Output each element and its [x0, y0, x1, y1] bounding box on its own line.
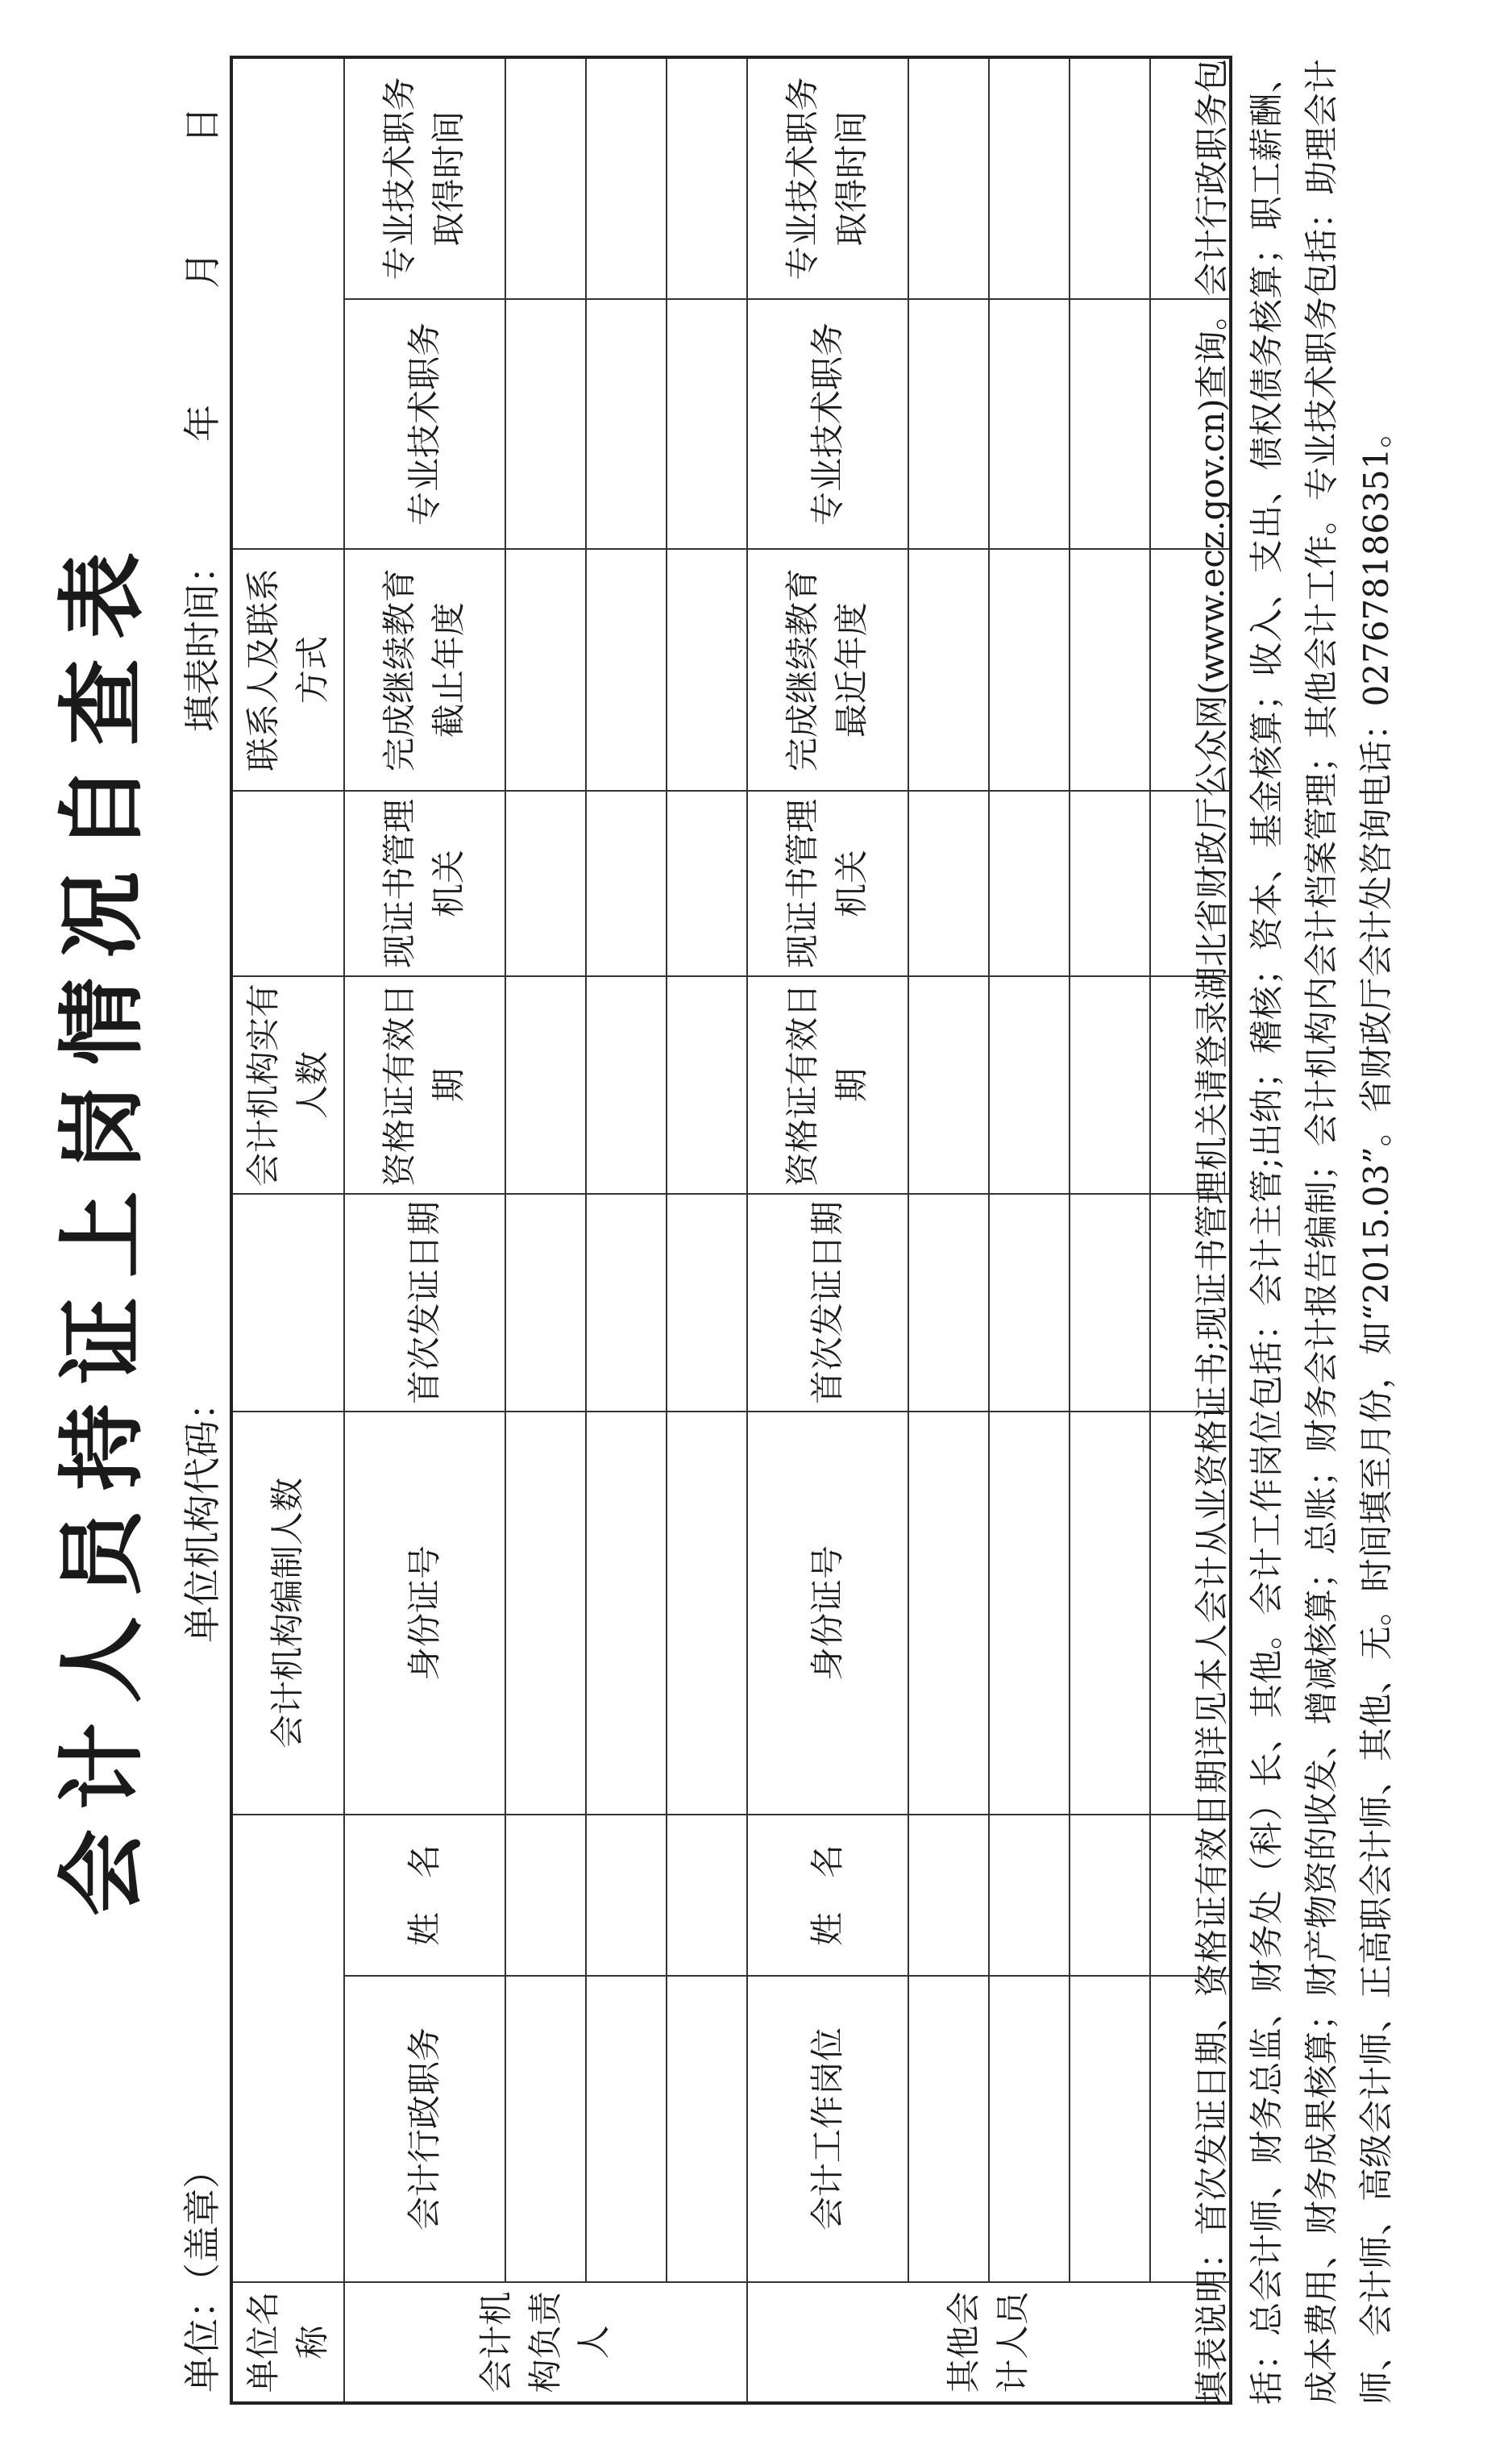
other-col-cert-authority: 现证书管理机关	[747, 791, 908, 976]
table-row	[505, 57, 586, 2403]
unit-seal-label: 单位：（盖章）	[181, 2152, 224, 2393]
month-label: 月	[181, 252, 224, 289]
table-row	[1070, 57, 1150, 2403]
fill-instructions: 填表说明：首次发证日期、资格证有效日期详见本人会计从业资格证书;现证书管理机关请登录湖北省财政厅公众网(www.ecz.gov.cn)查询。会计行政职务包括：总会计师、财务总监、财务处（科）长、其他。会计工作岗位包括：会计主管;出纳；稽核；资本、基金核算；收入、支出、债权债务核算；职工薪酬、成本费用、财务成果核算；财产物资的收发、增减核算；总账；财务会计报告编制；会计机构内会计档案管理；其他会计工作。专业技术职务包括：助理会计师、会计师、高级会计师、正高职会计师、其他、无。时间填至月份，如“2015.03”。省财政厅会计处咨询电话：027678186351。	[1192, 59, 1396, 2405]
fill-date-label: 填表时间：	[181, 547, 224, 732]
actual-staff-label: 会计机构实有人数	[231, 976, 344, 1194]
head-col-id-number: 身份证号	[344, 1412, 505, 1815]
head-col-name: 姓 名	[344, 1815, 505, 1976]
head-col-first-issue-date: 首次发证日期	[344, 1194, 505, 1412]
unit-info-row	[231, 57, 344, 2403]
actual-staff-input[interactable]	[231, 791, 344, 976]
day-label: 日	[181, 106, 224, 143]
contact-input[interactable]	[231, 57, 344, 549]
other-col-title: 专业技术职务	[747, 299, 908, 549]
staff-quota-label: 会计机构编制人数	[231, 1412, 344, 1815]
head-col-admin-post: 会计行政职务	[344, 1976, 505, 2282]
self-check-table	[230, 56, 1232, 2405]
other-col-title-date: 专业技术职务取得时间	[747, 57, 908, 299]
head-col-cert-authority: 现证书管理机关	[344, 791, 505, 976]
other-col-education-year: 完成继续教育最近年度	[747, 549, 908, 791]
head-col-valid-date: 资格证有效日期	[344, 976, 505, 1194]
table-row	[908, 57, 989, 2403]
other-col-name: 姓 名	[747, 1815, 908, 1976]
staff-quota-input[interactable]	[231, 1194, 344, 1412]
table-row	[989, 57, 1070, 2403]
org-code-label: 单位机构代码：	[181, 1383, 224, 1643]
table-row	[586, 57, 667, 2403]
other-col-first-issue-date: 首次发证日期	[747, 1194, 908, 1412]
other-header-row	[747, 57, 908, 2403]
year-label: 年	[181, 405, 224, 442]
other-col-valid-date: 资格证有效日期	[747, 976, 908, 1194]
unit-name-label: 单位名称	[231, 2282, 344, 2403]
other-section-label: 其他会计人员	[747, 2282, 1231, 2403]
table-row	[667, 57, 747, 2403]
head-col-education-year: 完成继续教育截止年度	[344, 549, 505, 791]
head-col-title: 专业技术职务	[344, 299, 505, 549]
contact-label: 联系人及联系方式	[231, 549, 344, 791]
other-col-id-number: 身份证号	[747, 1412, 908, 1815]
unit-name-input[interactable]	[231, 1815, 344, 2282]
head-header-row	[344, 57, 505, 2403]
form-title: 会计人员持证上岗情况自查表	[52, 533, 153, 1917]
head-col-title-date: 专业技术职务取得时间	[344, 57, 505, 299]
other-col-work-post: 会计工作岗位	[747, 1976, 908, 2282]
head-section-label: 会计机构负责人	[344, 2282, 747, 2403]
